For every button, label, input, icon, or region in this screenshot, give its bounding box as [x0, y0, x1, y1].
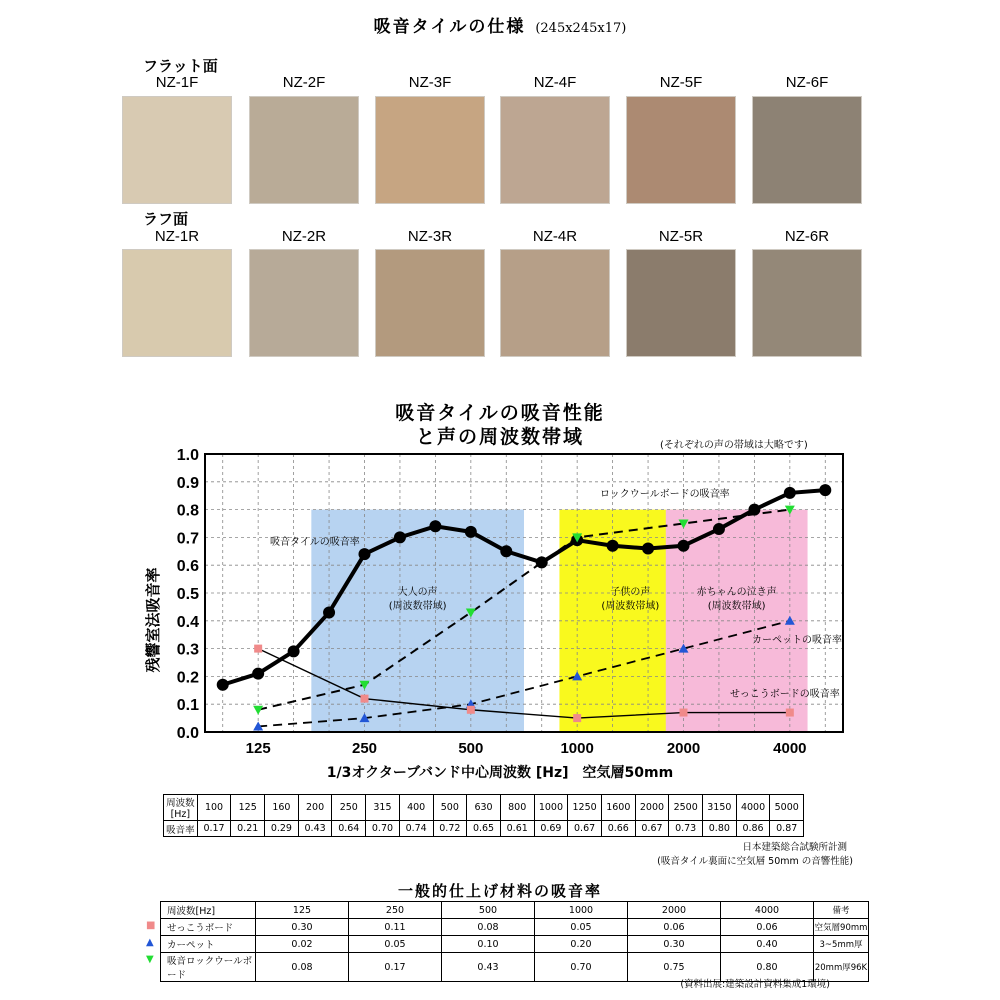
measurement-value-cell: 0.43 — [298, 821, 332, 837]
x-tick-label: 2000 — [666, 740, 701, 757]
material-value: 0.17 — [349, 953, 442, 982]
band-sublabel: (周波数帯域) — [707, 601, 766, 612]
series-label: 吸音タイルの吸音率 — [270, 537, 360, 548]
material-value: 0.75 — [628, 953, 721, 982]
measurement-table — [163, 794, 804, 837]
materials-header-row — [161, 902, 869, 919]
materials-row — [161, 919, 869, 936]
material-value: 0.80 — [721, 953, 814, 982]
flat-tile-code: NZ-4F — [533, 74, 577, 91]
flat-tile-code: NZ-2F — [282, 74, 326, 91]
chart-x-axis-label: 1/3オクターブバンド中心周波数 [Hz] 空気層50mm — [326, 765, 674, 781]
y-tick-label: 0.5 — [176, 586, 199, 603]
band-label: 赤ちゃんの泣き声 — [696, 587, 777, 598]
flat-tile-swatch — [500, 96, 610, 204]
band-label: 子供の声 — [610, 587, 651, 598]
series-point-tile — [536, 556, 548, 568]
flat-tile-code: NZ-3F — [408, 74, 452, 91]
material-value: 0.06 — [628, 919, 721, 936]
material-value: 0.43 — [442, 953, 535, 982]
material-value: 0.30 — [256, 919, 349, 936]
material-legend-marker-icon: ■ — [146, 920, 156, 931]
y-tick-label: 0.2 — [176, 669, 199, 687]
measurement-value-cell: 0.64 — [332, 821, 366, 837]
tile-dimensions: (245x245x17) — [535, 21, 627, 36]
measurement-value-cell: 0.21 — [231, 821, 265, 837]
flat-tile-code: NZ-6F — [785, 74, 829, 91]
page-title — [0, 12, 1000, 37]
measurement-value-cell: 0.73 — [669, 821, 703, 837]
measurement-frequency-cell: 4000 — [736, 795, 770, 821]
material-legend-marker-icon: ▲ — [146, 937, 154, 948]
y-tick-label: 0.8 — [176, 502, 199, 520]
material-value: 0.08 — [442, 919, 535, 936]
series-point-gypsum — [786, 709, 794, 717]
series-point-tile — [217, 679, 229, 691]
measurement-value-cell: 0.66 — [601, 821, 635, 837]
measurement-value-cell: 0.65 — [467, 821, 501, 837]
measurement-value-cell: 0.61 — [500, 821, 534, 837]
measurement-frequency-cell: 125 — [231, 795, 265, 821]
materials-title: 一般的仕上げ材料の吸音率 — [397, 882, 602, 900]
series-point-gypsum — [680, 709, 688, 717]
series-point-gypsum — [573, 714, 581, 722]
measurement-frequency-cell: 1000 — [534, 795, 568, 821]
series-point-gypsum — [254, 645, 262, 653]
material-value: 0.40 — [721, 936, 814, 953]
rough-tile-swatch — [122, 249, 232, 357]
measurement-row-header: 吸音率 — [164, 821, 198, 837]
series-point-tile — [607, 540, 619, 552]
material-note: 空気層90mm — [814, 919, 869, 936]
measurement-frequency-cell: 250 — [332, 795, 366, 821]
rough-tile-code: NZ-3R — [407, 228, 453, 245]
measurement-frequency-cell: 500 — [433, 795, 467, 821]
series-point-tile — [819, 484, 831, 496]
series-point-tile — [500, 545, 512, 557]
series-point-gypsum — [361, 695, 369, 703]
measurement-value-cell: 0.72 — [433, 821, 467, 837]
measurement-frequency-cell: 2000 — [635, 795, 669, 821]
y-tick-label: 0.0 — [176, 725, 199, 742]
x-tick-label: 4000 — [773, 740, 807, 757]
flat-tile-swatch — [375, 96, 485, 204]
measurement-frequency-cell: 400 — [399, 795, 433, 821]
materials-source: (資料出展:建築設計資料集成1環境) — [680, 979, 830, 990]
flat-tile-code: NZ-5F — [659, 74, 703, 91]
series-point-tile — [465, 526, 477, 538]
credit-line2: (吸音タイル裏面に空気層 50mm の音響性能) — [657, 856, 853, 867]
materials-header-cell: 125 — [256, 902, 349, 919]
measurement-value-row — [164, 821, 804, 837]
material-note: 20mm厚96K — [814, 953, 869, 982]
measurement-value-cell: 0.67 — [635, 821, 669, 837]
band-label: 大人の声 — [397, 587, 438, 598]
chart-y-axis-label: 残響室法吸音率 — [144, 567, 162, 673]
page-title-text: 吸音タイルの仕様 — [373, 17, 526, 37]
measurement-value-cell: 0.69 — [534, 821, 568, 837]
rough-tile-swatch — [752, 249, 862, 357]
measurement-frequency-cell: 160 — [265, 795, 299, 821]
chart-title-line2: と声の周波数帯域 — [415, 426, 584, 448]
chart-title-line1: 吸音タイルの吸音性能 — [395, 402, 605, 424]
material-name: カーペット — [161, 936, 256, 953]
materials-header-cell: 4000 — [721, 902, 814, 919]
y-tick-label: 0.7 — [176, 530, 199, 548]
rough-tile-swatch — [375, 249, 485, 357]
series-point-tile — [642, 543, 654, 555]
x-tick-label: 500 — [458, 740, 484, 757]
rough-tile-code: NZ-4R — [532, 228, 578, 245]
chart-note: (それぞれの声の帯域は大略です) — [660, 440, 808, 451]
measurement-value-cell: 0.74 — [399, 821, 433, 837]
y-tick-label: 0.1 — [176, 697, 199, 715]
material-value: 0.08 — [256, 953, 349, 982]
materials-header-cell: 2000 — [628, 902, 721, 919]
materials-table — [160, 901, 869, 982]
series-label: カーペットの吸音率 — [752, 635, 842, 646]
series-point-tile — [678, 540, 690, 552]
series-point-tile — [784, 487, 796, 499]
materials-header-cell: 備考 — [814, 902, 869, 919]
material-value: 0.20 — [535, 936, 628, 953]
material-value: 0.05 — [535, 919, 628, 936]
measurement-frequency-cell: 200 — [298, 795, 332, 821]
measurement-value-cell: 0.67 — [568, 821, 602, 837]
measurement-value-cell: 0.80 — [703, 821, 737, 837]
series-point-tile — [323, 606, 335, 618]
y-tick-label: 0.6 — [176, 558, 199, 576]
material-name: せっこうボード — [161, 919, 256, 936]
series-point-tile — [252, 668, 264, 680]
y-tick-label: 1.0 — [176, 447, 199, 464]
y-tick-label: 0.3 — [176, 641, 199, 659]
absorption-chart — [0, 440, 1000, 790]
x-tick-label: 1000 — [560, 740, 594, 757]
material-note: 3~5mm厚 — [814, 936, 869, 953]
series-point-tile — [288, 645, 300, 657]
measurement-frequency-cell: 100 — [197, 795, 231, 821]
flat-tile-swatch — [122, 96, 232, 204]
measurement-frequency-row — [164, 795, 804, 821]
rough-tile-swatch — [249, 249, 359, 357]
series-point-tile — [713, 523, 725, 535]
rough-tile-code: NZ-2R — [281, 228, 327, 245]
flat-tile-swatch — [626, 96, 736, 204]
x-tick-label: 250 — [351, 740, 378, 757]
measurement-frequency-cell: 630 — [467, 795, 501, 821]
credit-line1: 日本建築総合試験所計測 — [742, 842, 847, 853]
measurement-frequency-cell: 5000 — [770, 795, 804, 821]
material-value: 0.30 — [628, 936, 721, 953]
measurement-value-cell: 0.70 — [366, 821, 400, 837]
material-value: 0.10 — [442, 936, 535, 953]
rough-tile-code: NZ-1R — [154, 228, 200, 245]
material-value: 0.02 — [256, 936, 349, 953]
measurement-value-cell: 0.86 — [736, 821, 770, 837]
rough-tile-swatch — [626, 249, 736, 357]
x-tick-label: 125 — [245, 740, 271, 757]
measurement-frequency-cell: 3150 — [703, 795, 737, 821]
measurement-frequency-cell: 800 — [500, 795, 534, 821]
measurement-frequency-cell: 1250 — [568, 795, 602, 821]
y-tick-label: 0.9 — [176, 474, 199, 492]
band-sublabel: (周波数帯域) — [601, 601, 660, 612]
rough-surface-label: ラフ面 — [143, 210, 189, 228]
series-point-tile — [394, 531, 406, 543]
measurement-frequency-cell: 315 — [366, 795, 400, 821]
measurement-frequency-cell: 1600 — [601, 795, 635, 821]
measurement-value-cell: 0.29 — [265, 821, 299, 837]
material-value: 0.70 — [535, 953, 628, 982]
band-sublabel: (周波数帯域) — [388, 601, 447, 612]
flat-tile-code: NZ-1F — [155, 74, 199, 91]
material-legend-marker-icon: ▼ — [146, 954, 154, 965]
series-label: ロックウールボードの吸音率 — [600, 489, 730, 500]
rough-tile-swatch — [500, 249, 610, 357]
measurement-value-cell: 0.17 — [197, 821, 231, 837]
series-point-rockwool — [253, 706, 263, 715]
series-point-tile — [359, 548, 371, 560]
rough-tile-code: NZ-5R — [658, 228, 704, 245]
y-tick-label: 0.4 — [176, 613, 199, 631]
measurement-row-header: 周波数[Hz] — [164, 795, 198, 821]
materials-header-cell: 周波数[Hz] — [161, 902, 256, 919]
rough-tile-code: NZ-6R — [784, 228, 830, 245]
material-name: 吸音ロックウールボード — [161, 953, 256, 982]
material-value: 0.11 — [349, 919, 442, 936]
materials-row — [161, 936, 869, 953]
materials-header-cell: 1000 — [535, 902, 628, 919]
flat-tile-swatch — [249, 96, 359, 204]
flat-surface-label: フラット面 — [143, 57, 218, 75]
series-point-gypsum — [467, 706, 475, 714]
materials-header-cell: 250 — [349, 902, 442, 919]
measurement-value-cell: 0.87 — [770, 821, 804, 837]
flat-tile-swatch — [752, 96, 862, 204]
materials-header-cell: 500 — [442, 902, 535, 919]
measurement-frequency-cell: 2500 — [669, 795, 703, 821]
material-value: 0.05 — [349, 936, 442, 953]
material-value: 0.06 — [721, 919, 814, 936]
series-point-tile — [429, 520, 441, 532]
series-label: せっこうボードの吸音率 — [730, 689, 840, 700]
